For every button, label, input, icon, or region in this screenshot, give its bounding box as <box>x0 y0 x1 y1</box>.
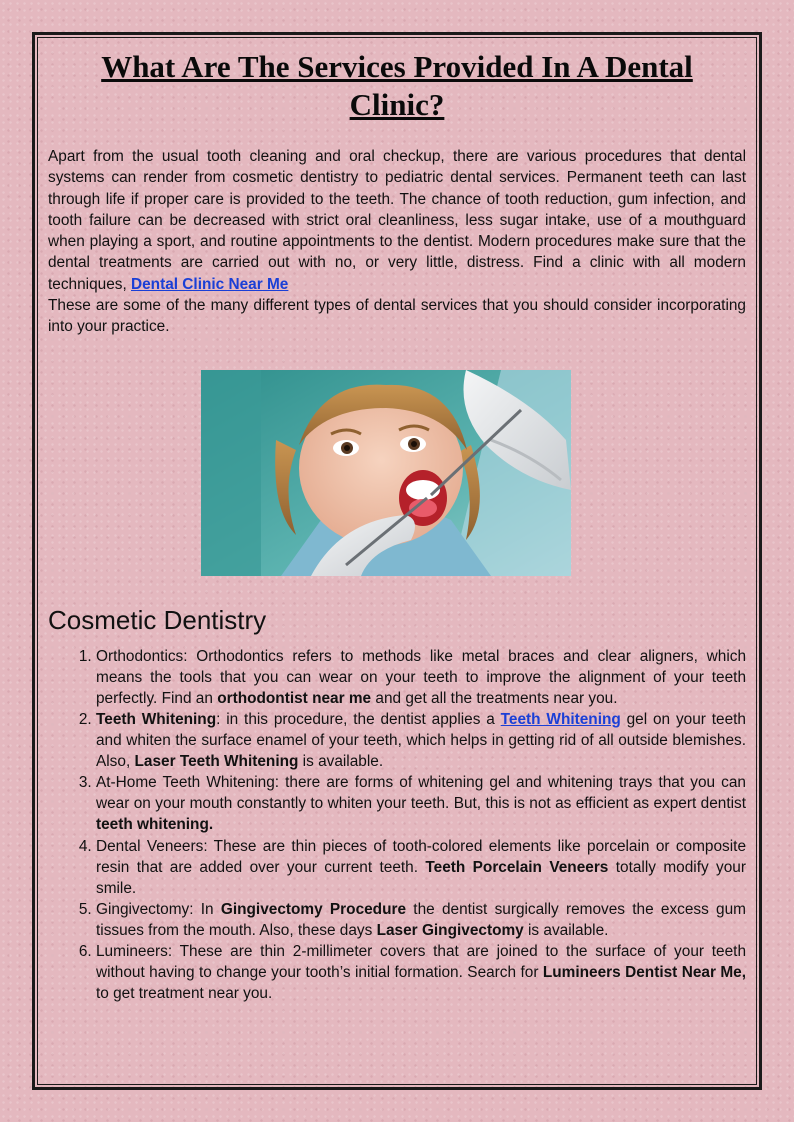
item-text: : in this procedure, the dentist applies a <box>216 710 501 728</box>
page-title: What Are The Services Provided In A Dental Clinic? <box>101 49 693 122</box>
cosmetic-services-list <box>48 646 746 1005</box>
item-text: Orthodontics: Orthodontics refers to methods like metal braces and clear aligners, which means the tools that you can wear on your teeth to improve the alignment of your teeth perfectly. Find an <box>96 647 746 707</box>
list-item-at-home-whitening <box>96 772 746 835</box>
item-text: and get all the treatments near you. <box>371 689 618 707</box>
item-text: Dental Veneers: These are thin pieces of tooth-colored elements like porcelain or composite resin that are added over your current teeth. <box>96 837 746 876</box>
section-heading-cosmetic-dentistry: Cosmetic Dentistry <box>48 604 267 635</box>
item-bold-text: Laser Teeth Whitening <box>134 753 299 771</box>
item-bold-text: teeth whitening. <box>96 816 214 834</box>
item-text: At-Home Teeth Whitening: there are forms of whitening gel and whitening trays that you can wear on your mouth constantly to whiten your teeth. But, this is not as efficient as expert dentist <box>96 774 746 813</box>
item-bold-text: Teeth Whitening <box>96 710 217 728</box>
item-text: Gingivectomy: In <box>96 900 221 918</box>
list-item-teeth-whitening <box>96 709 746 772</box>
item-bold-text: Lumineers Dentist Near Me, <box>542 964 747 982</box>
intro-paragraph <box>48 146 746 295</box>
list-item-gingivectomy <box>96 899 746 941</box>
teeth-whitening-link[interactable]: Teeth Whitening <box>500 710 621 728</box>
item-bold-text: orthodontist near me <box>217 689 372 707</box>
item-text: the dentist surgically removes the excess gum tissues from the mouth. Also, these days <box>96 900 746 939</box>
photo-container <box>26 370 746 576</box>
child-dental-exam-photo <box>201 370 571 576</box>
item-bold-text: Teeth Porcelain Veneers <box>425 858 609 876</box>
list-item-lumineers <box>96 941 746 1004</box>
item-text: totally modify your smile. <box>96 858 746 897</box>
document-body <box>48 48 746 1004</box>
item-bold-text: Gingivectomy Procedure <box>220 900 407 918</box>
item-text: gel on your teeth and whiten the surface enamel of your teeth, which helps in getting rid of all outside blemishes. Also, <box>96 710 746 771</box>
list-item-dental-veneers <box>96 836 746 899</box>
dental-clinic-near-me-link[interactable]: Dental Clinic Near Me <box>131 275 289 293</box>
intro-paragraph-2: These are some of the many different types of dental services that you should consider incorporating into your practice. <box>48 297 746 336</box>
intro-text: Apart from the usual tooth cleaning and oral checkup, there are various procedures that dental systems can render from cosmetic dentistry to pediatric dental services. Permanent teeth can last through life if proper care is provided to the teeth. The chance of tooth reduction, gum infection, and tooth failure can be decreased with strict oral cleanliness, less sugar intake, use of a mouthguard when playing a sport, and routine appointments to the dentist. Modern procedures make sure that the dental treatments are carried out with no, or very little, distress. Find a clinic with all modern techniques, <box>48 148 746 293</box>
item-text: to get treatment near you. <box>96 985 273 1003</box>
item-bold-text: Laser Gingivectomy <box>376 921 524 939</box>
list-item-orthodontics <box>96 646 746 709</box>
item-text: is available. <box>298 753 384 771</box>
item-text: Lumineers: These are thin 2-millimeter covers that are joined to the surface of your teeth without having to change your tooth’s initial formation. Search for <box>96 942 746 982</box>
item-text: is available. <box>523 921 609 939</box>
